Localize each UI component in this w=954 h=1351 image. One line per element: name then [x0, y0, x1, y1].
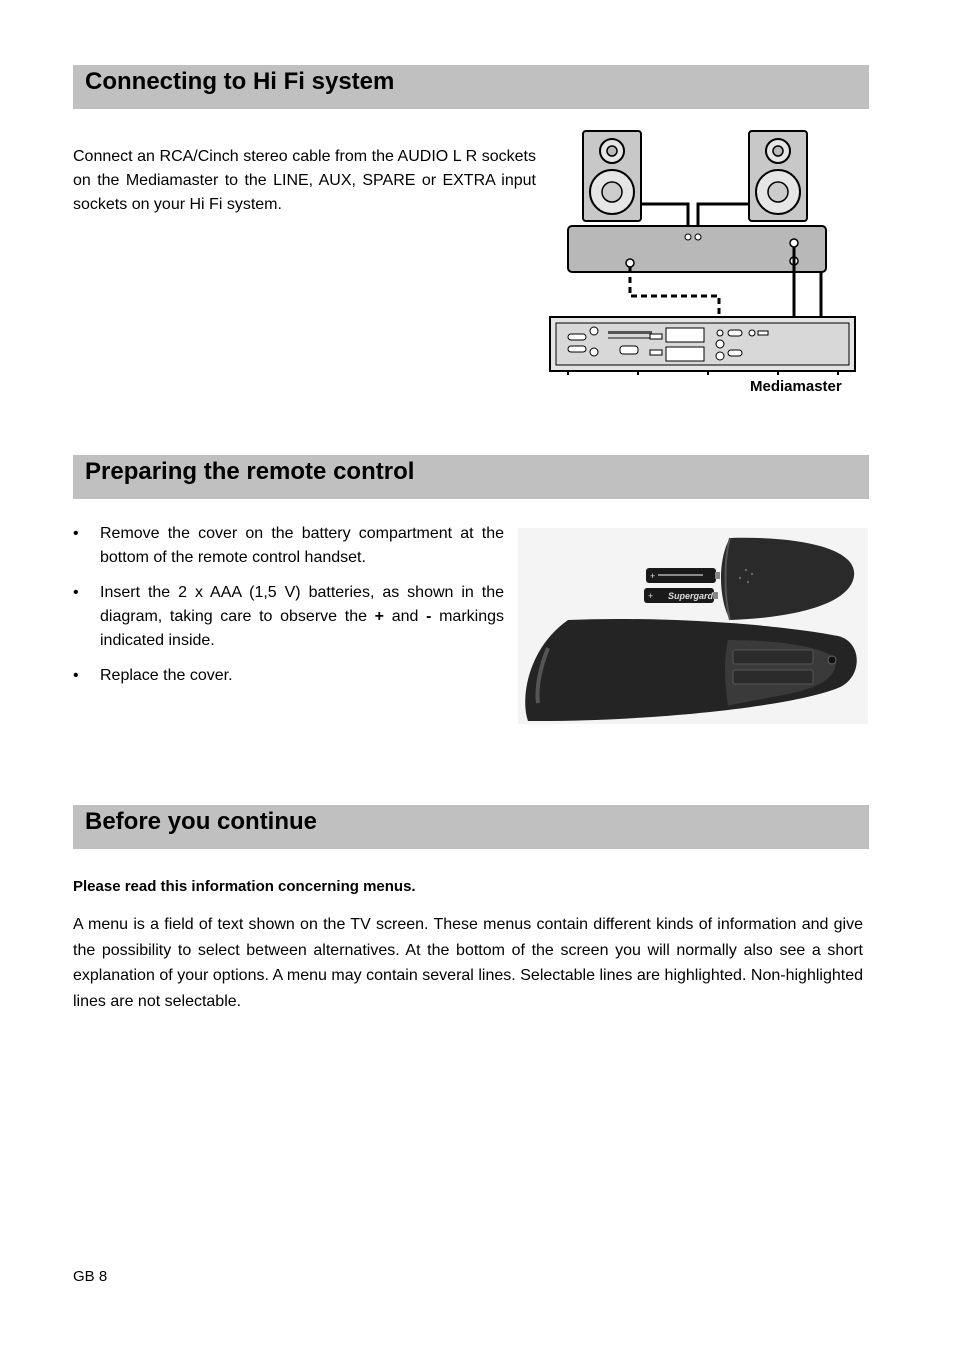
hifi-connection-diagram: [548, 126, 860, 398]
bullet-icon: •: [73, 667, 79, 684]
step-text-post: markings indicated inside.: [100, 608, 504, 649]
receiver-label: Mediamaster: [750, 378, 842, 395]
svg-text:+: +: [648, 591, 654, 601]
right-speaker-icon: [749, 131, 807, 221]
left-speaker-icon: [583, 131, 641, 221]
page-number: GB 8: [73, 1268, 108, 1285]
section-title: Before you continue: [85, 808, 318, 835]
step-text-mid: and: [384, 608, 427, 625]
bullet-icon: •: [73, 525, 79, 542]
remote-battery-photo: [518, 528, 868, 724]
battery-brand-label: Supergard: [668, 591, 714, 601]
bullet-icon: •: [73, 584, 79, 601]
svg-text:+: +: [650, 571, 656, 581]
hifi-instructions: Connect an RCA/Cinch stereo cable from the AUDIO L R sockets on the Mediamaster to the LINE, AUX, SPARE or EXTRA input sockets on your Hi Fi system.: [73, 148, 536, 213]
section-header-remote: [73, 455, 869, 499]
menus-subheading: Please read this information concerning menus.: [73, 878, 416, 895]
section-title: Preparing the remote control: [85, 458, 415, 485]
battery-icon: [644, 588, 718, 603]
list-item: [73, 522, 504, 570]
minus-symbol: -: [426, 608, 432, 625]
battery-icon: [646, 568, 720, 583]
mediamaster-receiver-icon: [550, 317, 855, 375]
section-title: Connecting to Hi Fi system: [85, 68, 395, 95]
plus-symbol: +: [374, 608, 385, 625]
list-item: [73, 664, 504, 688]
list-item: [73, 581, 504, 653]
section-header-hifi: [73, 65, 869, 109]
hifi-amplifier-icon: [568, 226, 826, 272]
menus-description: A menu is a field of text shown on the TV screen. These menus contain different kinds of information and give the possibility to select between alternatives. At the bottom of the screen you will normally also see a short explanation of your options. A menu may contain several lines. Selectable lines are highlighted. Non-highlighted lines are not selectable.: [73, 916, 863, 1010]
step-text: Replace the cover.: [100, 667, 233, 684]
step-text-pre: Insert the 2 x AAA (1,5 V) batteries, as shown in the diagram, taking care to observe the: [100, 584, 504, 625]
remote-steps-list: [73, 522, 504, 699]
section-header-continue: [73, 805, 869, 849]
step-text: Remove the cover on the battery compartment at the bottom of the remote control handset.: [100, 525, 504, 566]
